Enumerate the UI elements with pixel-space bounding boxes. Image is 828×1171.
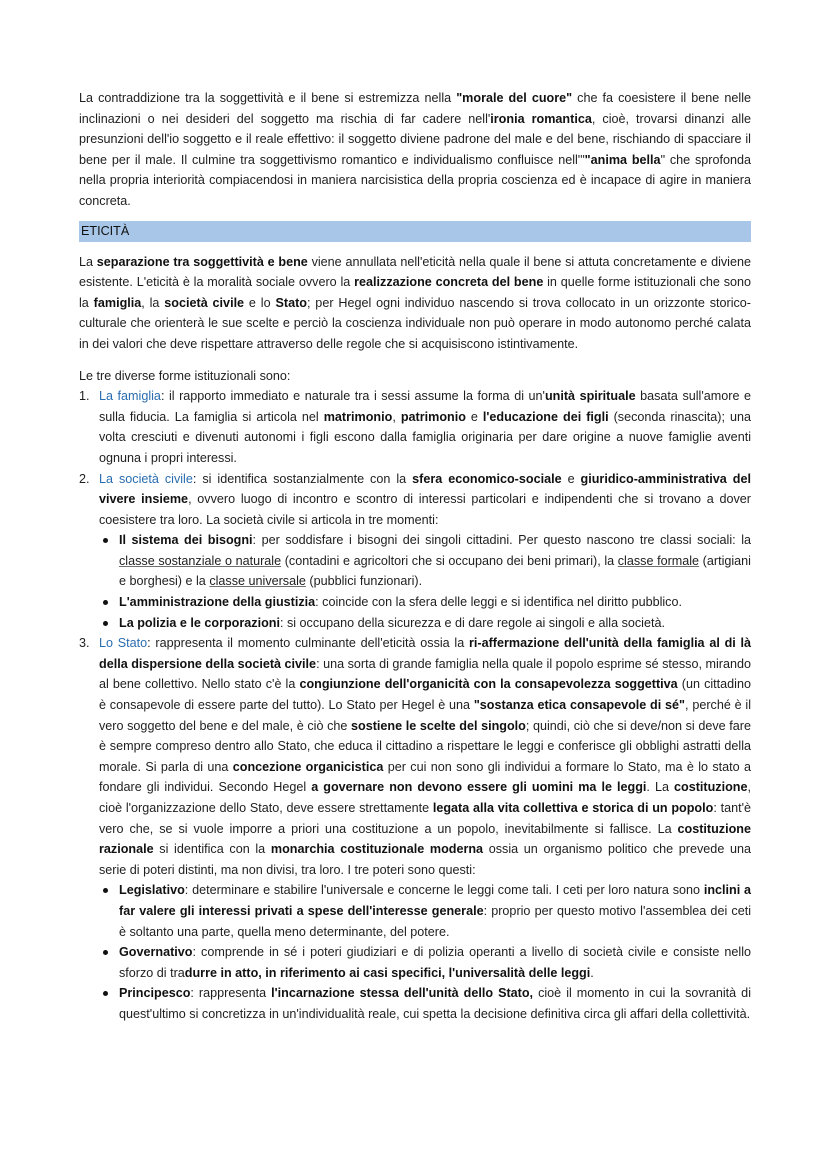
- text-run: .: [590, 965, 594, 980]
- bold-run: sfera economico-sociale: [412, 471, 562, 486]
- text-run: : per soddisfare i bisogni dei singoli cittadini. Per questo nascono tre classi sociali: la: [252, 533, 751, 548]
- bold-run: inclini a far valere gli interessi privati a spese dell'interesse generale: [119, 883, 752, 918]
- bold-run: ri-affermazione dell'unità della famiglia al di là della dispersione della società civile: [99, 636, 752, 671]
- bullet-item: [99, 592, 751, 613]
- bold-run: l'educazione dei figli: [482, 409, 609, 424]
- bold-run: sostiene le scelte del singolo: [351, 718, 526, 733]
- bullet-text: [119, 592, 751, 613]
- text-run: : tant'è vero che, se si vuole imporre a priori una costituzione a un popolo, inevitabilmente si fallisce. La: [99, 801, 751, 836]
- bullet-icon: [103, 600, 108, 605]
- list-intro: Le tre diverse forme istituzionali sono:: [79, 368, 291, 383]
- list-number: 1.: [79, 389, 90, 404]
- text-run: ossia un organismo politico che prevede una serie di poteri distinti, ma non divisi, tra loro. I tre poteri sono questi:: [99, 842, 752, 877]
- text-run: : comprende in sé i poteri giudiziari e di polizia operanti a livello di società civile e consiste nello sforzo di tra: [119, 945, 751, 980]
- text-run: : determinare e stabilire l'universale e concerne le leggi come tali. I ceti per loro natura sono: [184, 883, 704, 898]
- list-number: 3.: [79, 636, 90, 651]
- eticita-paragraph: [79, 252, 751, 355]
- underlined-run: classe sostanziale o naturale: [119, 553, 282, 568]
- bullet-icon: [103, 991, 108, 996]
- bold-run: realizzazione concreta del bene: [354, 275, 544, 290]
- form-text: [99, 386, 751, 468]
- text-run: ,: [392, 409, 401, 424]
- text-run: : coincide con la sfera delle leggi e si identifica nel diritto pubblico.: [315, 595, 682, 610]
- text-run: : il rapporto immediato e naturale tra i sessi assume la forma di un': [160, 389, 545, 404]
- text-run: , cioè l'organizzazione dello Stato, deve essere strettamente: [99, 780, 751, 815]
- text-run: in quelle forme istituzionali che sono la: [79, 275, 752, 310]
- text-run: (seconda rinascita); una volta cresciuti e divenuti autonomi i figli escono dalla famiglia originaria per dare origine a nuove famiglie aventi ognuna i propri interessi.: [99, 409, 752, 465]
- bold-run: famiglia: [93, 295, 142, 310]
- bold-run: a governare non devono essere gli uomini ma le leggi: [311, 780, 647, 795]
- bullet-icon: [103, 538, 108, 543]
- text-run: che fa coesistere il bene nelle inclinazioni o nei desideri del soggetto ma rischia di far cadere nell': [79, 91, 751, 126]
- bullet-item: [99, 530, 751, 592]
- text-run: La contraddizione tra la soggettività e il bene si estremizza nella: [79, 91, 457, 105]
- bold-run: L'amministrazione della giustizia: [119, 595, 316, 610]
- text-run: e: [465, 409, 483, 424]
- text-run: (artigiani e borghesi) e la: [119, 553, 751, 589]
- text-run: : si identifica sostanzialmente con la: [192, 471, 413, 486]
- text-run: : proprio per questo motivo l'assemblea dei ceti è soltanto una parte, quella meno determinante, del potere.: [119, 903, 751, 939]
- bold-run: società civile: [164, 295, 245, 310]
- section-heading-eticita: ETICITÀ: [79, 221, 751, 242]
- list-number: 2.: [79, 471, 90, 486]
- bold-run: ironia romantica: [490, 111, 592, 126]
- text-run: , ovvero luogo di incontro e scontro di interessi particolari e indipendenti che si trovano a dover coesistere tra loro. La società civile si articola in tre momenti:: [99, 492, 751, 527]
- poteri-list: [99, 880, 751, 1024]
- bullet-item: [99, 942, 751, 983]
- bold-run: concezione organicistica: [232, 759, 384, 774]
- text-run: . La: [646, 780, 675, 795]
- text-run: viene annullata nell'eticità nella quale il bene si attuta concretamente e diviene esistente. L'eticità è la moralità sociale ovvero la: [79, 254, 751, 290]
- text-run: e lo: [244, 295, 276, 310]
- text-run: si identifica con la: [153, 842, 271, 857]
- bold-run: "sostanza etica consapevole di sé": [473, 698, 686, 713]
- bold-run: costituzione: [674, 780, 748, 795]
- form-text: [99, 633, 751, 880]
- bold-run: "morale del cuore": [456, 91, 573, 105]
- bullet-text: [119, 530, 751, 592]
- document-page: [79, 88, 751, 1025]
- form-item-societa-civile: [79, 469, 751, 634]
- bold-run: costituzione razionale: [99, 821, 751, 857]
- bullet-text: [119, 942, 751, 983]
- bullet-text: [119, 983, 751, 1024]
- text-run: ; quindi, ciò che si deve/non si deve fare è sempre compreso dentro allo Stato, che educa il cittadino a rispettare le leggi e conferisce gli obblighi astratti della morale. Si parla di una: [99, 718, 751, 774]
- bold-run: matrimonio: [323, 409, 393, 424]
- bullet-text: [119, 613, 751, 634]
- bullet-item: [99, 613, 751, 634]
- bold-run: Il sistema dei bisogni: [119, 533, 253, 548]
- form-item-famiglia: [79, 386, 751, 468]
- forms-list: [79, 386, 751, 1024]
- bold-run: congiunzione dell'organicità con la consapevolezza soggettiva: [299, 677, 678, 692]
- text-run: ; per Hegel ogni individuo nascendo si trova collocato in un orizzonte storico-culturale che orienterà le sue scelte e perciò la coscienza individuale non può operare in modo autonomo perché calata in dei valori che deve rispettare attraverso delle regole che si acquisiscono istintivamente.: [79, 295, 751, 351]
- bold-run: Governativo: [119, 945, 193, 960]
- bold-run: giuridico-amministrativa del vivere insieme: [99, 471, 751, 507]
- text-run: , cioè, trovarsi dinanzi alle presunzioni dell'io soggetto e il reale effettivo: il soggetto diviene padrone del male e del bene, rischiando di spacciare il bene per il male. Il culmine tra soggettivismo romantico e individualismo confluisce nell'": [79, 111, 751, 167]
- text-run: : una sorta di grande famiglia nella quale il popolo esprime sé stesso, mirando al bene collettivo. Nello stato c'è la: [99, 656, 751, 692]
- bold-run: separazione tra soggettività e bene: [96, 254, 308, 269]
- section-label: La famiglia: [99, 389, 161, 404]
- bullet-icon: [103, 621, 108, 626]
- text-run: La: [79, 254, 97, 269]
- text-run: (un cittadino è consapevole di essere parte del tutto). Lo Stato per Hegel è una: [99, 677, 751, 713]
- text-run: " che sprofonda nella propria interiorità compiacendosi in maniera narcisistica della propria coscienza ed è incapace di agire in maniera concreta.: [79, 152, 751, 208]
- bold-run: patrimonio: [400, 409, 466, 424]
- text-run: e: [561, 471, 581, 486]
- underlined-run: classe universale: [209, 574, 306, 589]
- bold-run: l'incarnazione stessa dell'unità dello Stato,: [271, 986, 534, 1001]
- bullet-icon: [103, 950, 108, 955]
- text-run: , la: [141, 295, 165, 310]
- bullet-icon: [103, 888, 108, 893]
- bold-run: legata alla vita collettiva e storica di un popolo: [432, 801, 714, 815]
- momenti-list: [99, 530, 751, 633]
- section-label: La società civile: [99, 471, 193, 486]
- bold-run: Principesco: [119, 986, 191, 1001]
- bold-run: La polizia e le corporazioni: [119, 615, 280, 630]
- text-run: basata sull'amore e sulla fiducia. La famiglia si articola nel: [99, 389, 751, 424]
- text-run: (contadini e agricoltori che si occupano dei beni primari), la: [281, 553, 618, 568]
- bullet-text: [119, 880, 751, 942]
- form-text: [99, 469, 751, 531]
- bullet-item: [99, 880, 751, 942]
- text-run: : rappresenta il momento culminante dell'eticità ossia la: [147, 636, 469, 651]
- bullet-item: [99, 983, 751, 1024]
- form-item-stato: [79, 633, 751, 1024]
- text-run: per cui non sono gli individui a formare lo Stato, ma è lo stato a fondare gli individui. Secondo Hegel: [99, 759, 751, 795]
- text-run: (pubblici funzionari).: [305, 574, 423, 589]
- text-run: : si occupano della sicurezza e di dare regole ai singoli e alla società.: [279, 615, 665, 630]
- section-label: Lo Stato: [99, 636, 148, 651]
- bold-run: "anima bella: [584, 152, 661, 167]
- bold-run: durre in atto, in riferimento ai casi specifici, l'universalità delle leggi: [184, 965, 591, 980]
- intro-paragraph: [79, 88, 751, 212]
- bold-run: Legislativo: [119, 883, 185, 898]
- bold-run: Stato: [275, 295, 307, 310]
- text-run: : rappresenta: [190, 986, 272, 1001]
- text-run: , perché è il vero soggetto del bene e del male, è ciò che: [99, 698, 752, 733]
- bold-run: monarchia costituzionale moderna: [270, 842, 484, 857]
- text-run: cioè il momento in cui la sovranità di quest'ultimo si concretizza in un'individualità reale, cui spetta la decisione definitiva circa gli affari della collettività.: [119, 986, 751, 1021]
- underlined-run: classe formale: [617, 553, 700, 568]
- bold-run: unità spirituale: [544, 389, 636, 404]
